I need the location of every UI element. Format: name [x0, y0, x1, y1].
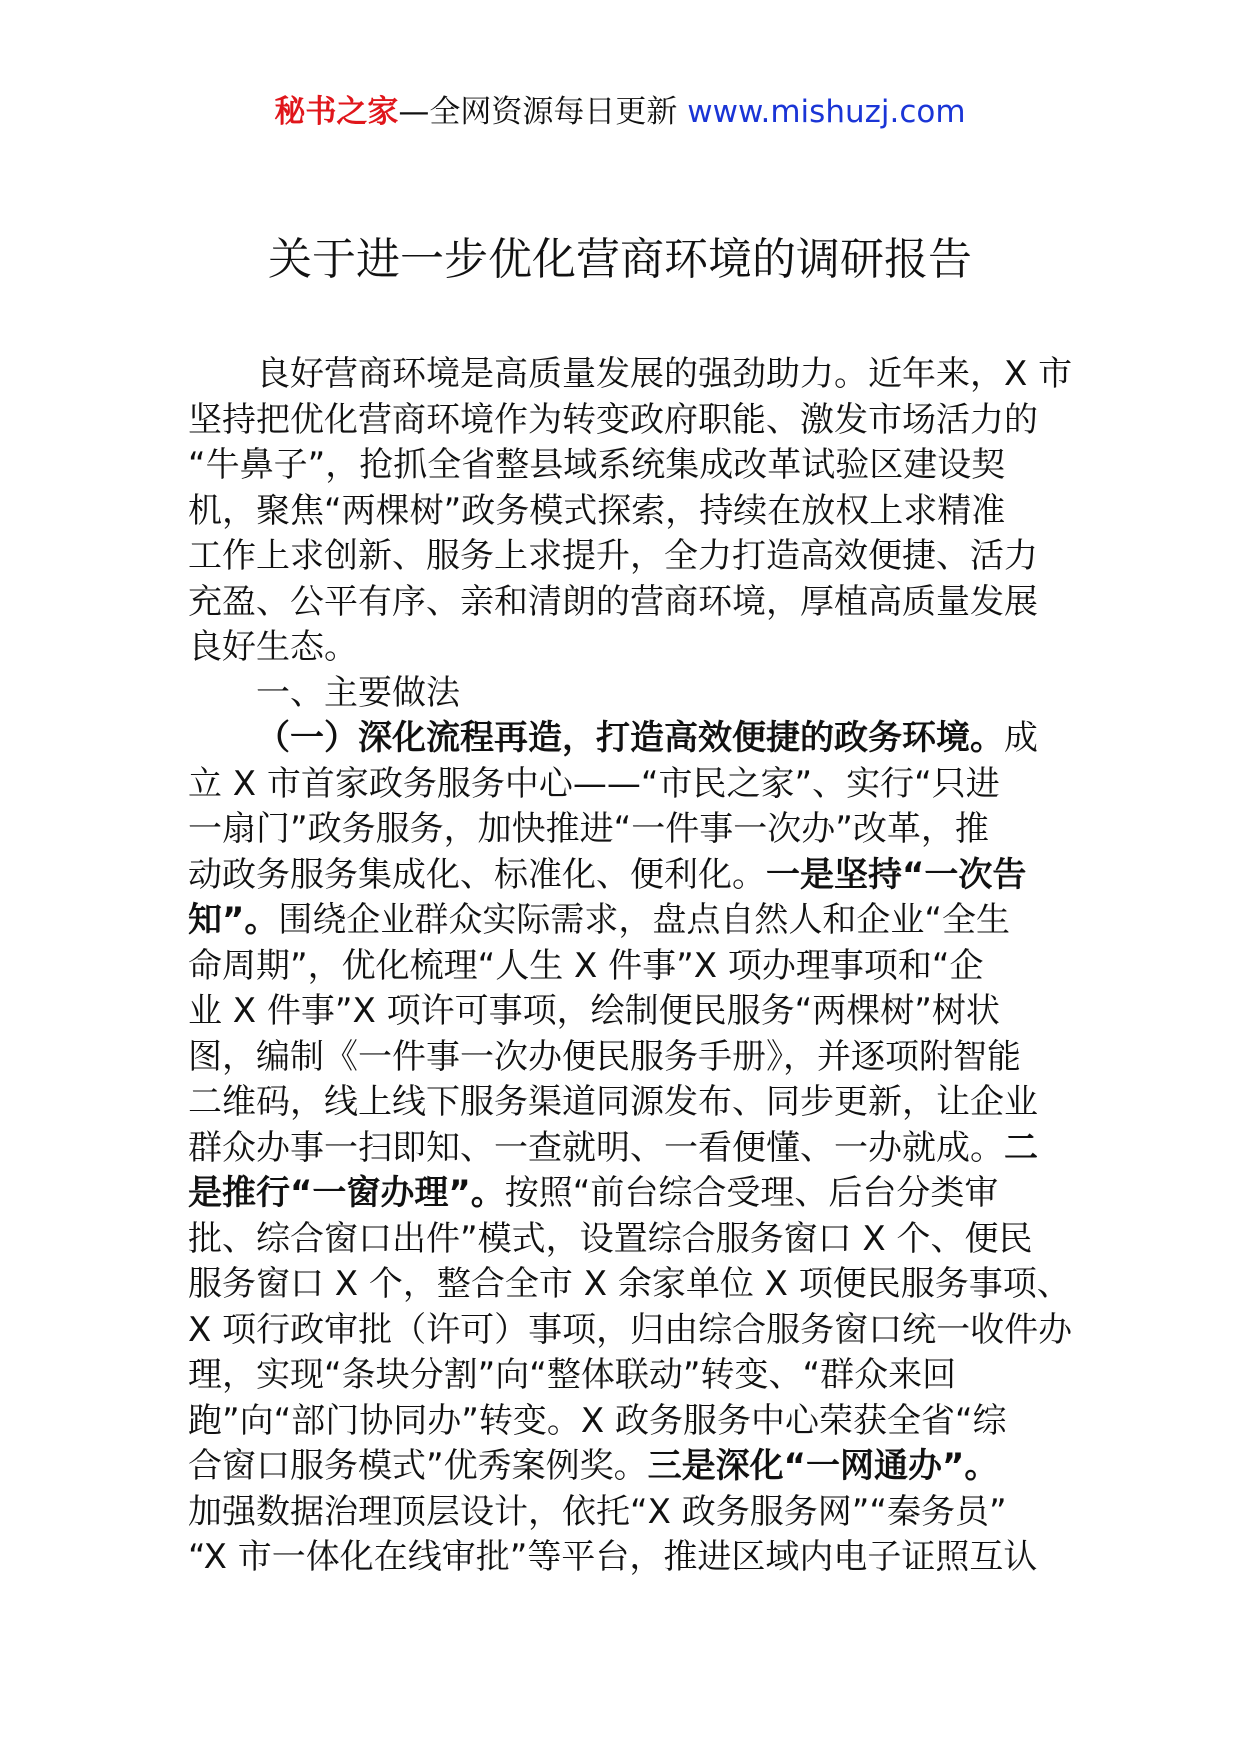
paragraph-line: 加强数据治理顶层设计，依托“X 政务服务网”“秦务员” — [188, 1491, 1007, 1532]
paragraph-text: 围绕企业群众实际需求，盘点自然人和企业“全生 — [278, 900, 1010, 940]
paragraph-text: 动政务服务集成化、标准化、便利化。 — [188, 854, 766, 895]
subsection-heading: （一）深化流程再造，打造高效便捷的政务环境。 — [256, 718, 1004, 758]
paragraph-line — [188, 1444, 1068, 1490]
paragraph-line: 机，聚焦“两棵树”政务模式探索，持续在放权上求精准 — [188, 490, 1006, 531]
paragraph-text: 群众办事一扫即知、一查就明、一看便懂、一办就成。 — [188, 1127, 1004, 1168]
key-point: 是推行“一窗办理”。 — [188, 1173, 505, 1213]
paragraph-line: 二维码，线上线下服务渠道同源发布、同步更新，让企业 — [188, 1082, 1038, 1122]
paragraph-line: 命周期”，优化梳理“人生 X 件事”X 项办理事项和“企 — [188, 945, 984, 986]
paragraph-line: 坚持把优化营商环境作为转变政府职能、激发市场活力的 — [188, 399, 1038, 440]
paragraph-line: 工作上求创新、服务上求提升，全力打造高效便捷、活力 — [188, 536, 1038, 576]
key-point: 二 — [1004, 1127, 1038, 1168]
paragraph-line: X 项行政审批（许可）事项，归由综合服务窗口统一收件办 — [188, 1309, 1073, 1350]
paragraph-line: 良好营商环境是高质量发展的强劲助力。近年来，X 市 — [256, 354, 1073, 394]
site-tagline: —全网资源每日更新 — [398, 94, 688, 130]
paragraph-line — [188, 1171, 1068, 1217]
paragraph-line: “牛鼻子”，抢抓全省整县域系统集成改革试验区建设契 — [188, 445, 1006, 485]
paragraph-line: 理，实现“条块分割”向“整体联动”转变、“群众来回 — [188, 1355, 957, 1395]
paragraph-line: 跑”向“部门协同办”转变。X 政务服务中心荣获全省“综 — [188, 1400, 1007, 1441]
site-url-link[interactable]: www.mishuzj.com — [687, 94, 966, 130]
paragraph-line: “X 市一体化在线审批”等平台，推进区域内电子证照互认 — [188, 1537, 1038, 1577]
paragraph-text: 合窗口服务模式”优秀案例奖。 — [188, 1446, 648, 1486]
paragraph-line: 图，编制《一件事一次办便民服务手册》，并逐项附智能 — [188, 1036, 1021, 1077]
key-point: 三是深化“一网通办”。 — [647, 1446, 999, 1486]
paragraph-line — [188, 898, 1068, 944]
document-body — [188, 352, 1073, 1581]
paragraph-line — [188, 716, 1068, 762]
key-point: 一是坚持“一次告 — [766, 854, 1027, 895]
site-brand: 秘书之家 — [274, 94, 399, 130]
paragraph-line: 充盈、公平有序、亲和清朗的营商环境，厚植高质量发展 — [188, 581, 1038, 622]
paragraph-text: 按照“前台综合受理、后台分类审 — [504, 1173, 999, 1213]
paragraph-line: 一扇门”政务服务，加快推进“一件事一次办”改革，推 — [188, 809, 989, 849]
site-header — [0, 92, 1240, 132]
paragraph-line — [188, 1126, 1068, 1172]
paragraph-line: 立 X 市首家政务服务中心——“市民之家”、实行“只进 — [188, 763, 1000, 804]
document-title: 关于进一步优化营商环境的调研报告 — [268, 234, 972, 285]
section-heading: 一、主要做法 — [256, 672, 460, 713]
paragraph-line: 良好生态。 — [188, 627, 358, 667]
paragraph-line: 批、综合窗口出件”模式，设置综合服务窗口 X 个、便民 — [188, 1218, 1033, 1259]
paragraph-text: 成 — [1004, 718, 1038, 758]
paragraph-line: 服务窗口 X 个，整合全市 X 余家单位 X 项便民服务事项、 — [188, 1264, 1071, 1304]
paragraph-line: 业 X 件事”X 项许可事项，绘制便民服务“两棵树”树状 — [188, 991, 1000, 1031]
paragraph-line — [188, 853, 1068, 899]
key-point: 知”。 — [188, 900, 279, 940]
